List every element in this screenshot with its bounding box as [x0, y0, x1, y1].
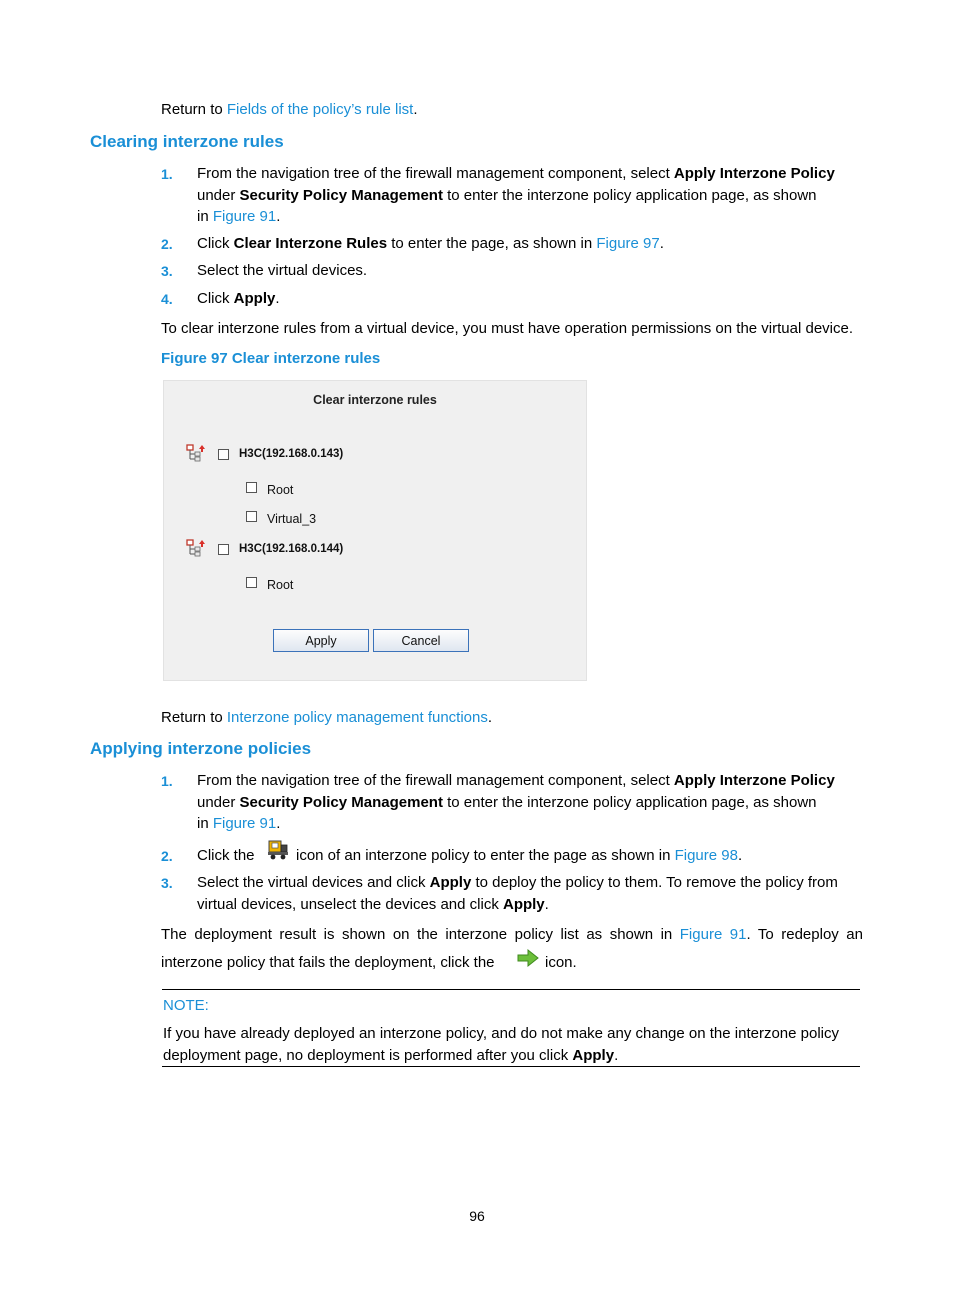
link-figure-91[interactable]: Figure 91 [212, 208, 277, 225]
step-number: 2. [161, 848, 173, 864]
result-paragraph-line1: The deployment result is shown on the interzone policy list as shown in Figure 91. To redeploy an [161, 926, 863, 943]
vd-label: Virtual_3 [267, 512, 317, 526]
step-number: 3. [161, 263, 173, 279]
step-2-text: Click the [197, 847, 255, 864]
device-tree-icon [186, 539, 206, 561]
note-top-rule [162, 989, 860, 990]
figure-97-caption: Figure 97 Clear interzone rules [161, 350, 381, 367]
device-label: H3C(192.168.0.143) [239, 448, 344, 460]
device-checkbox[interactable] [218, 449, 229, 460]
step-2-text: Click Clear Interzone Rules to enter the page, as shown in Figure 97. [197, 235, 664, 252]
step-3-text: Select the virtual devices. [197, 262, 368, 279]
link-fields-rule-list[interactable]: Fields of the policy’s rule list [226, 101, 414, 118]
note-label: NOTE: [163, 997, 209, 1014]
vd-label: Root [267, 578, 294, 592]
step-1-text: From the navigation tree of the firewall management component, select Apply Interzone Policy under Security Policy Management to enter the interzone policy application page, as shown in Figure 91. [197, 772, 835, 832]
vd-label: Root [267, 483, 294, 497]
link-figure-91[interactable]: Figure 91 [212, 815, 277, 832]
return-line-1: Return to Fields of the policy’s rule list. [161, 101, 418, 118]
step-number: 2. [161, 236, 173, 252]
link-figure-98[interactable]: Figure 98 [674, 847, 738, 864]
vd-checkbox-root[interactable] [246, 482, 257, 493]
step-3-text: Select the virtual devices and click Apply to deploy the policy to them. To remove the policy from virtual devices, unselect the devices and click Apply. [197, 874, 838, 913]
step-1-text: From the navigation tree of the firewall management component, select Apply Interzone Policy under Security Policy Management to enter the interzone policy application page, as shown in Figure 91. [197, 165, 835, 225]
deploy-truck-icon [267, 840, 289, 864]
device-tree-icon [186, 444, 206, 466]
device-checkbox[interactable] [218, 544, 229, 555]
vd-checkbox-root[interactable] [246, 577, 257, 588]
step-number: 3. [161, 875, 173, 891]
note-text: If you have already deployed an interzone policy, and do not make any change on the interzone policy deployment page, no deployment is performed after you click Apply. [163, 1025, 840, 1064]
step-number: 1. [161, 166, 173, 182]
device-label: H3C(192.168.0.144) [239, 543, 344, 555]
step-4-text: Click Apply. [197, 290, 280, 307]
cancel-button[interactable]: Cancel [373, 629, 469, 652]
heading-clearing-interzone-rules: Clearing interzone rules [90, 132, 284, 151]
link-interzone-policy-management[interactable]: Interzone policy management functions [226, 709, 488, 726]
return-line-2: Return to Interzone policy management functions. [161, 709, 493, 726]
apply-button[interactable]: Apply [273, 629, 369, 652]
figure-title: Clear interzone rules [313, 393, 437, 407]
page-number: 96 [469, 1208, 485, 1224]
link-figure-91[interactable]: Figure 91 [679, 926, 747, 943]
link-figure-97[interactable]: Figure 97 [596, 235, 660, 252]
result-paragraph-line2: interzone policy that fails the deployment, click the [161, 954, 495, 971]
note-bottom-rule [162, 1066, 860, 1067]
clear-interzone-rules-figure [163, 380, 587, 681]
step-2-text-cont: icon of an interzone policy to enter the page as shown in Figure 98. [296, 847, 743, 864]
heading-applying-interzone-policies: Applying interzone policies [90, 739, 312, 758]
result-paragraph-line2-cont: icon. [545, 954, 577, 971]
redeploy-arrow-icon [516, 948, 540, 972]
step-number: 1. [161, 773, 173, 789]
permissions-paragraph: To clear interzone rules from a virtual device, you must have operation permissions on the virtual device. [161, 320, 853, 337]
vd-checkbox-virtual3[interactable] [246, 511, 257, 522]
step-number: 4. [161, 291, 173, 307]
